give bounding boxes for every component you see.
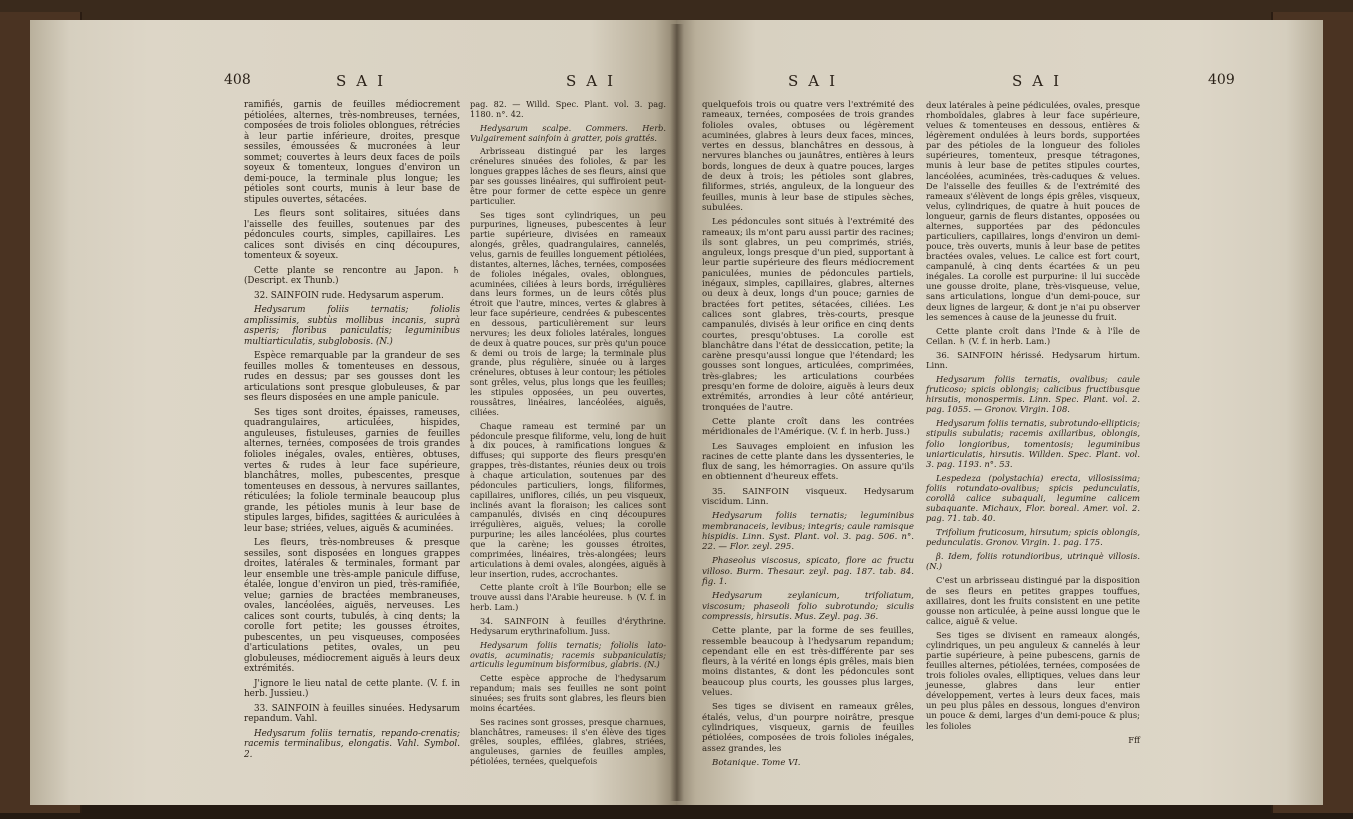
signature-mark: Fff [1128, 734, 1140, 745]
latin-description: Phaseolus viscosus, spicato, flore ac fructu villoso. Burm. Thesaur. zeyl. pag. 187. tab. 84. fig. 1. [702, 556, 914, 588]
paragraph: Les fleurs sont solitaires, situées dans l'aisselle des feuilles, soutenues par des pédoncules courts, simples, capillaires. Les calices sont divisés en cinq découpures, tomenteux & soyeux. [244, 209, 460, 262]
paragraph: Les fleurs, très-nombreuses & presque sessiles, sont disposées en longues grappes droites, latérales & terminales, formant par leur ensemble une très-ample panicule diffuse, étalée, longue d'environ un pied, très-ramifiée, velue; garnies de bractées membraneuses, ovales, lancéolées, aiguës, nerveuses. Les calices sont courts, tubulés, à cinq dents; la corolle fort petite; les gousses étroites, pubescentes, un peu visqueuses, composées d'articulations petites, ovales, un peu globuleuses, médiocrement aiguës à leurs deux extrémités. [244, 538, 460, 675]
right-page-header-2: SAI [1012, 72, 1070, 90]
latin-description: Hedysarum foliis ternatis; leguminibus membranaceis, levibus; integris; caule ramisque hispidis. Linn. Syst. Plant. vol. 3. pag. 506. n°. 22. — Flor. zeyl. 295. [702, 511, 914, 553]
latin-description: Hedysarum scalpe. Commers. Herb. Vulgairement sainfoin à gratter, pois grattés. [470, 122, 666, 143]
paragraph: Cette plante croît dans les contrées méridionales de l'Amérique. (V. f. in herb. Juss.) [702, 416, 914, 438]
paragraph: Ses tiges sont cylindriques, un peu purpurines, ligneuses, pubescentes à leur partie supérieure, divisées en rameaux alongés, grêles, quadrangulaires, cannelés, velus, garnis de feuilles longuement pétiolées, distantes, alternes, lâches, ternées, composées de folioles inégales, ovales, oblongues, acuminées, ciliées à leurs bords, irrégulières dans leurs formes, un de leurs côtés plus étroit que l'autre, minces, vertes & glabres à leur face supérieure, cendrées & pubescentes en dessous, particulièrement sur leurs nervures; les deux folioles latérales, longues de deux à quatre pouces, sur près qu'un pouce & demi ou trois de large; la terminale plus grande, plus régulière, sinuée ou à larges crénelures, obtuses à leur contour; les pétioles sont grêles, velus, plus longs que les feuilles; les stipules opposées, un peu ouvertes, roussâtres, linéaires, lancéolées, aiguës, ciliées. [470, 209, 666, 417]
paragraph: Arbrisseau distingué par les larges crénelures sinuées des folioles, & par les longues grappes lâches de ses fleurs, ainsi que par ses gousses linéaires, qui suffiroient peut-être pour former de cette espèce un genre particulier. [470, 146, 666, 206]
volume-footer: Botanique. Tome VI. [712, 757, 801, 768]
paragraph: Cette plante croît dans l'Inde & à l'île de Ceilan. ♄ (V. f. in herb. Lam.) [926, 325, 1140, 346]
left-page-header-2: SAI [566, 72, 624, 90]
latin-description: Lespedeza (polystachia) erecta, villosissima; foliis rotundato-ovalibus; spicis pedunculatis, corollâ calice subaquali, legumine calicem subaquante. Michaux, Flor. boreal. Amer. vol. 2. pag. 71. tab. 40. [926, 472, 1140, 524]
paragraph: Ses racines sont grosses, presque charnues, blanchâtres, rameuses: il s'en élève des tiges grêles, souples, effilées, glabres, striées, anguleuses, garnies de feuilles amples, pétiolées, ternées, quelquefois [470, 716, 666, 767]
paragraph: pag. 82. — Willd. Spec. Plant. vol. 3. pag. 1180. n°. 42. [470, 99, 666, 119]
latin-description: Hedysarum foliis ternatis; foliolis lato-ovatis, acuminatis; racemis subpaniculatis; articulis leguminum bisformibus, glabris. (N.) [470, 639, 666, 670]
right-column-1 [702, 100, 914, 772]
paragraph: Ses tiges se divisent en rameaux alongés, cylindriques, un peu anguleux & cannelés à leur partie supérieure, à peine pubescens, garnis de feuilles alternes, pétiolées, ternées, composées de trois folioles ovales, elliptiques, velues dans leur jeunesse, glabres dans leur entier développement, vertes à leurs deux faces, mais un peu plus pâles en dessous, longues d'environ un pouce & demi, larges d'un demi-pouce & plus; les folioles [926, 629, 1140, 731]
paragraph: Les Sauvages emploient en infusion les racines de cette plante dans les dyssenteries, le flux de sang, les hémorragies. On assure qu'ils en obtiennent d'heureux effets. [702, 441, 914, 483]
entry-heading: 33. SAINFOIN à feuilles sinuées. Hedysarum repandum. Vahl. [244, 703, 460, 725]
paragraph: Ses tiges se divisent en rameaux grêles, étalés, velus, d'un pourpre noirâtre, presque cylindriques, visqueux, garnis de feuilles pétiolées, composées de trois folioles inégales, assez grandes, les [702, 702, 914, 754]
latin-description: Hedysarum foliis ternatis, repando-crenatis; racemis terminalibus, elongatis. Vahl. Symbol. 2. [244, 728, 460, 760]
paragraph: J'ignore le lieu natal de cette plante. (V. f. in herb. Jussieu.) [244, 678, 460, 700]
left-page-header: SAI [336, 72, 394, 90]
latin-description: Trifolium fruticosum, hirsutum; spicis oblongis, pedunculatis. Gronov. Virgin. 1. pag. 175. [926, 527, 1140, 548]
entry-heading: 35. SAINFOIN visqueux. Hedysarum viscidum. Linn. [702, 486, 914, 507]
left-page [30, 20, 676, 805]
paragraph: Ses tiges sont droites, épaisses, rameuses, quadrangulaires, articulées, hispides, anguleuses, fistuleuses, garnies de feuilles alternes, ternées, composées de trois grandes folioles inégales, ovales, entières, obtuses, vertes & rudes à leur face supérieure, blanchâtres, molles, pubescentes, presque tomenteuses en dessous, à nervures saillantes, réticulées; la foliole terminale beaucoup plus grande, les pétioles munis à leur base de stipules larges, bifides, sagittées & auriculées à leur base; striées, velues, aiguës & acuminées. [244, 407, 460, 534]
paragraph: Cette espèce approche de l'hedysarum repandum; mais ses feuilles ne sont point sinuées; ses fruits sont glabres, les fleurs bien moins écartées. [470, 673, 666, 713]
left-column-1 [244, 100, 460, 764]
paragraph: C'est un arbrisseau distingué par la disposition de ses fleurs en petites grappes touffues, axillaires, dont les fruits consistent en une petite gousse non articulée, à peine aussi longue que le calice, aiguë & velue. [926, 575, 1140, 626]
paragraph: deux latérales à peine pédiculées, ovales, presque rhomboïdales, glabres à leur face supérieure, velues & tomenteuses en dessous, entières & légèrement ondulées à leurs bords, supportées par des pétioles de la longueur des folioles supérieures, tomenteux, presque tétragones, munis à leur base de petites stipules courtes, lancéolées, acuminées, très-caduques & velues. De l'aisselle des feuilles & de l'extrémité des rameaux s'élèvent de longs épis grêles, visqueux, velus, cylindriques, de quatre à huit pouces de longueur, garnis de fleurs distantes, opposées ou alternes, supportées par des pédoncules particuliers, capillaires, longs d'environ un demi-pouce, très ouverts, munis à leur base de petites bractées ovales, velues. Le calice est fort court, campanulé, à cinq dents écartées & un peu inégales. La corolle est purpurine: il lui succède une gousse droite, plane, très-visqueuse, velue, sans articulations, longue d'un demi-pouce, sur deux lignes de largeur, & dont je n'ai pu observer les semences à cause de la jeunesse du fruit. [926, 100, 1140, 322]
latin-description: Hedysarum zeylanicum, trifoliatum, viscosum; phaseoli folio subrotundo; siculis compressis, hirsutis. Mus. Zeyl. pag. 36. [702, 591, 914, 622]
paragraph: Cette plante se rencontre au Japon. ♄ (Descript. ex Thunb.) [244, 265, 460, 287]
paragraph: Espèce remarquable par la grandeur de ses feuilles molles & tomenteuses en dessous, rudes en dessus; par ses gousses dont les articulations sont presque globuleuses, & par ses fleurs disposées en une ample panicule. [244, 351, 460, 404]
latin-description: Hedysarum foliis ternatis; foliolis amplissimis, subtùs mollibus incanis, suprà asperis; floribus paniculatis; leguminibus multiarticulatis, subglobosis. (N.) [244, 305, 460, 347]
left-column-2 [470, 100, 666, 771]
latin-description: Hedysarum foliis ternatis, ovalibus; caule fruticoso; spicis oblongis; calicibus fructibusque hirsutis, monospermis. Linn. Spec. Plant. vol. 2. pag. 1055. — Gronov. Virgin. 108. [926, 374, 1140, 415]
latin-description: β. Idem, foliis rotundioribus, utrinquè villosis. (N.) [926, 551, 1140, 572]
entry-heading: 32. SAINFOIN rude. Hedysarum asperum. [254, 290, 444, 301]
paragraph: Chaque rameau est terminé par un pédoncule presque filiforme, velu, long de huit à dix pouces, à ramifications longues & diffuses; qui supporte des fleurs presqu'en grappes, très-distantes, réunies deux ou trois à chaque articulation, soutenues par des pédoncules particuliers, longs, filiformes, capillaires, uniflores, ciliés, un peu visqueux, inclinés avant la floraison; les calices sont campanulés, divisés en cinq découpures irrégulières, aiguës, velues; la corolle purpurine; les ailes lancéolées, plus courtes que la carène; les gousses étroites, comprimées, linéaires, très-alongées; leurs articulations à demi ovales, alongées, aiguës à leur insertion, rudes, accrochantes. [470, 420, 666, 579]
right-page-number: 409 [1208, 72, 1235, 88]
paragraph: Cette plante, par la forme de ses feuilles, ressemble beaucoup à l'hedysarum repandum; cependant elle en est très-différente par ses fleurs, à la vérité en longs épis grêles, mais bien moins distantes, & dont les pédoncules sont beaucoup plus courts, les gousses plus larges, velues. [702, 626, 914, 699]
paragraph: Les pédoncules sont situés à l'extrémité des rameaux; ils m'ont paru aussi partir des racines; ils sont glabres, un peu comprimés, striés, anguleux, longs presque d'un pied, supportant à leur partie supérieure des fleurs médiocrement paniculées, munies de pédoncules partiels, inégaux, simples, capillaires, glabres, alternes ou deux à deux, longs d'un pouce; garnies de bractées fort petites, sétacées, ciliées. Les calices sont glabres, très-courts, presque campanulés, divisés à leur orifice en cinq dents courtes, presqu'obtuses. La corolle est blanchâtre dans l'état de dessiccation, petite; la carène presqu'aussi longue que l'étendard; les gousses sont longues, articulées, comprimées, très-glabres; les articulations courbées presqu'en forme de doloire, aiguës à leurs deux extrémités, arrondies à leur côté antérieur, tronquées de l'autre. [702, 217, 914, 413]
paragraph: Cette plante croît à l'île Bourbon; elle se trouve aussi dans l'Arabie heureuse. ♄ (V. f. in herb. Lam.) [470, 582, 666, 613]
paragraph: quelquefois trois ou quatre vers l'extrémité des rameaux, ternées, composées de trois grandes folioles ovales, obtuses ou légèrement acuminées, glabres à leurs deux faces, minces, vertes en dessus, blanchâtres en dessous, à nervures blanches ou jaunâtres, entières à leurs bords, longues de deux à quatre pouces, larges de deux à trois; les pétioles sont glabres, filiformes, striés, anguleux, de la longueur des feuilles, munis à leur base de stipules sèches, subulées. [702, 100, 914, 213]
right-column-2 [926, 100, 1140, 749]
latin-description: Hedysarum foliis ternatis, subrotundo-ellipticis; stipulis subulatis; racemis axillaribus, oblongis, folio longioribus, tomentosis; leguminibus uniarticulatis, hirsutis. Willden. Spec. Plant. vol. 3. pag. 1193. n°. 53. [926, 418, 1140, 469]
left-page-number: 408 [224, 72, 251, 88]
right-page-header: SAI [788, 72, 846, 90]
paragraph: ramifiés, garnis de feuilles médiocrement pétiolées, alternes, très-nombreuses, ternées, composées de trois folioles oblongues, rétrécies à leur partie inférieure, droites, presque sessiles, émoussées & mucronées à leur sommet; couvertes à leurs deux faces de poils soyeux & tomenteux, longues d'environ un demi-pouce, la terminale plus longue; les pétioles sont courts, munis à leur base de stipules ouvertes, sétacées. [244, 100, 460, 205]
right-page [676, 20, 1323, 805]
entry-heading: 34. SAINFOIN à feuilles d'érythrine. Hedysarum erythrinafolium. Juss. [470, 615, 666, 636]
book-gutter [670, 24, 684, 801]
entry-heading: 36. SAINFOIN hérissé. Hedysarum hirtum. Linn. [926, 349, 1140, 370]
